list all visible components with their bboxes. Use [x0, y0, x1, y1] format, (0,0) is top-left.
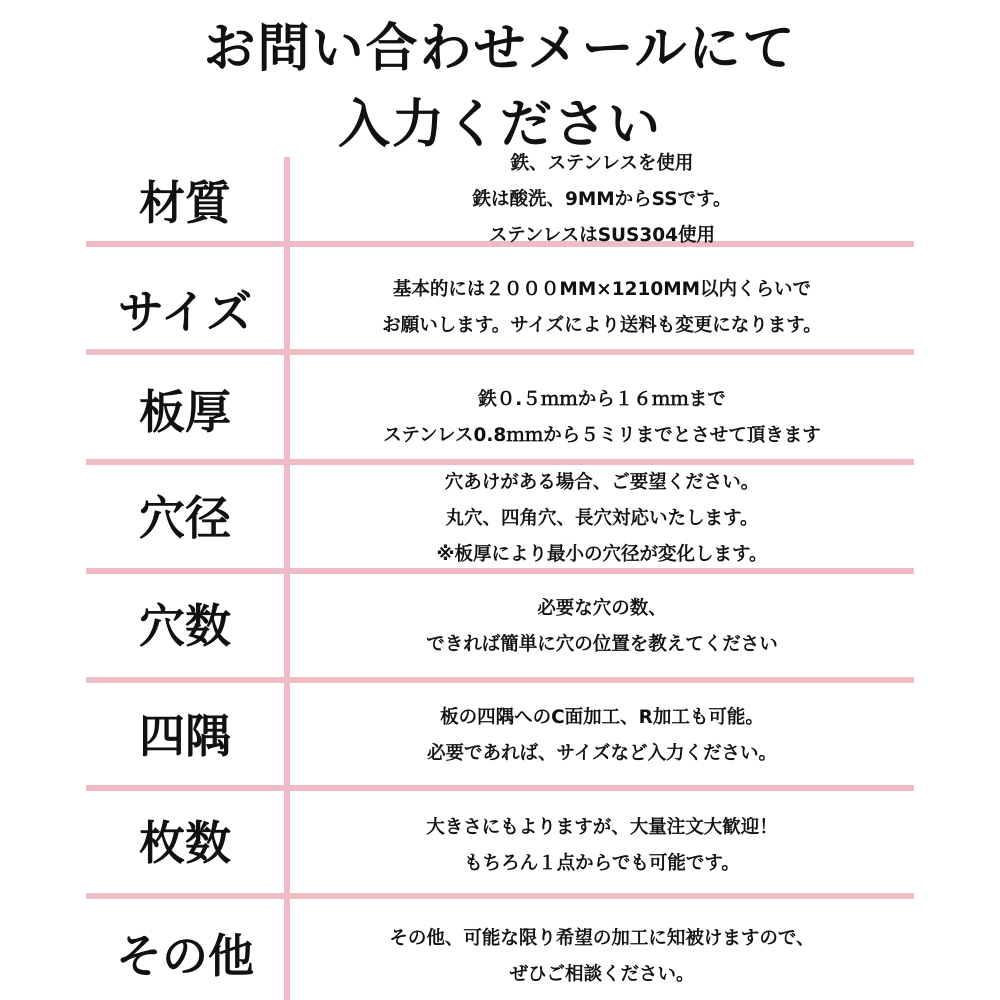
row-divider: [86, 677, 914, 683]
desc-line: 基本的には２０００MM×1210MM以内くらいで: [392, 279, 812, 300]
desc-line: 板の四隅へのC面加工、R加工も可能。: [440, 707, 764, 728]
desc-line: できれば簡単に穴の位置を教えてください: [426, 634, 778, 655]
desc-line: 穴あけがある場合、ご要望ください。: [444, 472, 760, 493]
label-size: サイズ: [117, 285, 253, 339]
desc-line: ※板厚により最小の穴径が変化します。: [436, 544, 768, 565]
desc-corners: [290, 700, 914, 772]
desc-hole-diameter: [290, 465, 914, 573]
desc-hole-count: [290, 591, 914, 663]
row-divider: [86, 349, 914, 355]
desc-line: 鉄、ステンレスを使用: [510, 153, 694, 174]
label-material: 材質: [139, 176, 231, 230]
desc-line: 必要であれば、サイズなど入力ください。: [426, 743, 778, 764]
desc-line: 大きさにもよりますが、大量注文大歓迎！: [426, 817, 778, 838]
label-other: その他: [116, 929, 254, 983]
desc-size: [290, 272, 914, 344]
desc-line: ステンレス0.8ｍｍから５ミリまでとさせて頂きます: [383, 425, 821, 446]
page-title-line-1: お問い合わせメールにて: [203, 19, 797, 79]
desc-line: ステンレスはSUS304使用: [489, 225, 715, 246]
row-divider: [86, 893, 914, 899]
desc-line: 必要な穴の数、: [537, 598, 667, 619]
label-thickness: 板厚: [139, 385, 231, 439]
desc-line: お願いします。サイズにより送料も変更になります。: [382, 315, 822, 336]
desc-material: [290, 146, 914, 254]
label-hole-count: 穴数: [139, 599, 231, 653]
desc-line: 鉄０.５ｍｍから１６ｍｍまで: [478, 389, 726, 410]
row-divider: [86, 785, 914, 791]
label-corners: 四隅: [139, 709, 231, 763]
label-quantity: 枚数: [139, 816, 231, 870]
desc-thickness: [290, 382, 914, 454]
desc-line: その他、可能な限り希望の加工に知被けますので、: [389, 928, 815, 949]
desc-line: 鉄は酸洗、9MMからSSです。: [472, 189, 732, 210]
desc-quantity: [290, 810, 914, 882]
page-title-line-2: 入力ください: [337, 95, 662, 155]
desc-line: ぜひご相談ください。: [509, 964, 695, 985]
desc-line: 丸穴、四角穴、長穴対応いたします。: [445, 508, 759, 529]
desc-line: もちろん１点からでも可能です。: [464, 853, 740, 874]
label-hole-diameter: 穴径: [139, 491, 231, 545]
desc-other: [290, 921, 914, 993]
